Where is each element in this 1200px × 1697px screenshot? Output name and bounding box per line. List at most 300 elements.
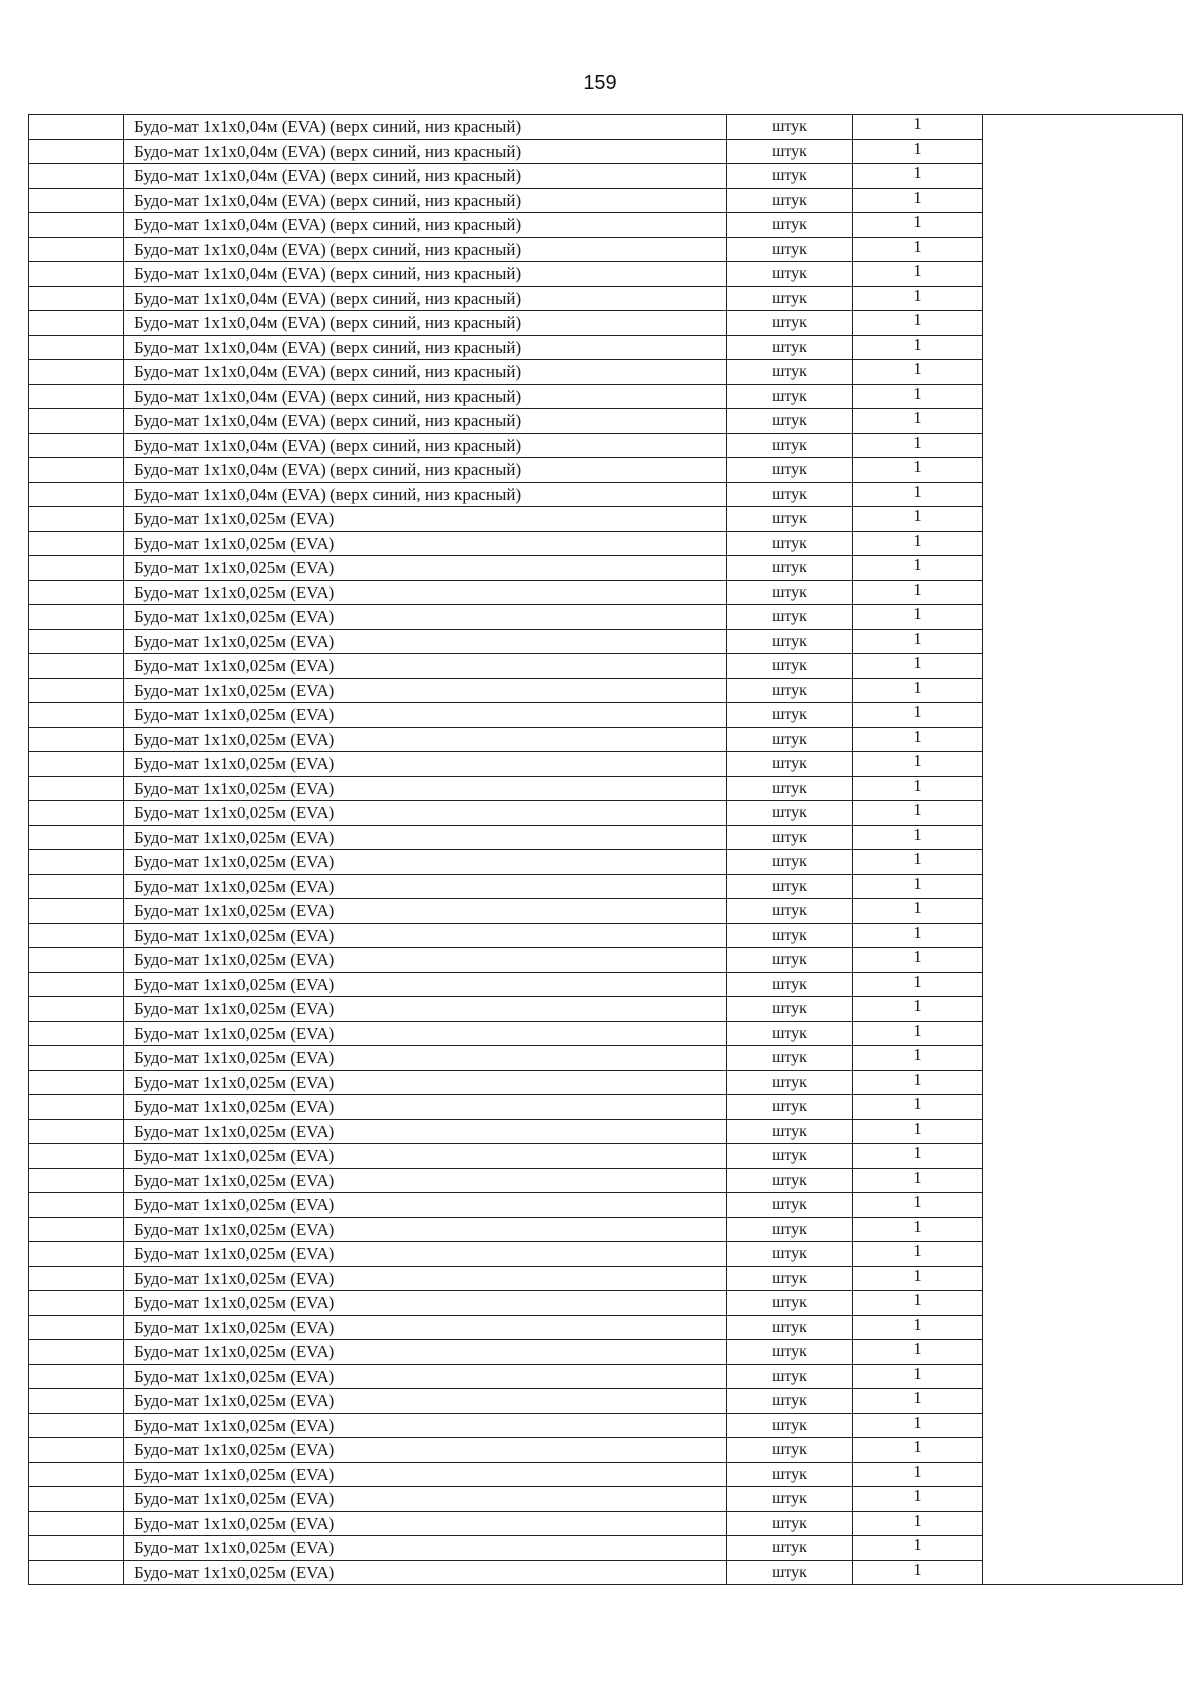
table-row: [29, 237, 1183, 262]
table-row: [29, 409, 1183, 434]
unit-cell: штук: [727, 1095, 853, 1120]
notes-cell: [983, 899, 1183, 924]
unit-cell: штук: [727, 1217, 853, 1242]
item-name-cell: Будо-мат 1х1х0,025м (EVA): [124, 1560, 727, 1585]
quantity-cell: 1: [853, 1190, 983, 1215]
index-cell: [29, 972, 124, 997]
quantity-cell: 1: [853, 1214, 983, 1239]
unit-cell: штук: [727, 629, 853, 654]
notes-cell: [983, 850, 1183, 875]
item-name-cell: Будо-мат 1х1х0,025м (EVA): [124, 531, 727, 556]
table-row: [29, 776, 1183, 801]
item-name-cell: Будо-мат 1х1х0,025м (EVA): [124, 1266, 727, 1291]
item-name-cell: Будо-мат 1х1х0,04м (EVA) (верх синий, низ красный): [124, 164, 727, 189]
table-row: [29, 1168, 1183, 1193]
unit-cell: штук: [727, 776, 853, 801]
unit-cell: штук: [727, 384, 853, 409]
item-name-cell: Будо-мат 1х1х0,025м (EVA): [124, 1193, 727, 1218]
notes-cell: [983, 1462, 1183, 1487]
table-row: [29, 482, 1183, 507]
quantity-cell: 1: [853, 1263, 983, 1288]
table-row: [29, 752, 1183, 777]
index-cell: [29, 1487, 124, 1512]
index-cell: [29, 678, 124, 703]
quantity-cell: 1: [853, 626, 983, 651]
quantity-cell: 1: [853, 1533, 983, 1558]
table-row: [29, 703, 1183, 728]
notes-cell: [983, 1511, 1183, 1536]
index-cell: [29, 458, 124, 483]
quantity-cell: 1: [853, 920, 983, 945]
notes-cell: [983, 972, 1183, 997]
quantity-cell: 1: [853, 700, 983, 725]
quantity-cell: 1: [853, 1141, 983, 1166]
table-row: [29, 1413, 1183, 1438]
table-row: [29, 1536, 1183, 1561]
item-name-cell: Будо-мат 1х1х0,04м (EVA) (верх синий, низ красный): [124, 237, 727, 262]
index-cell: [29, 605, 124, 630]
notes-cell: [983, 262, 1183, 287]
table-row: [29, 1046, 1183, 1071]
index-cell: [29, 384, 124, 409]
item-name-cell: Будо-мат 1х1х0,025м (EVA): [124, 923, 727, 948]
quantity-cell: 1: [853, 234, 983, 259]
index-cell: [29, 531, 124, 556]
notes-cell: [983, 1413, 1183, 1438]
unit-cell: штук: [727, 213, 853, 238]
quantity-cell: 1: [853, 357, 983, 382]
notes-cell: [983, 1291, 1183, 1316]
item-name-cell: Будо-мат 1х1х0,04м (EVA) (верх синий, низ красный): [124, 286, 727, 311]
item-name-cell: Будо-мат 1х1х0,025м (EVA): [124, 1119, 727, 1144]
notes-cell: [983, 997, 1183, 1022]
unit-cell: штук: [727, 115, 853, 140]
quantity-cell: 1: [853, 1239, 983, 1264]
unit-cell: штук: [727, 139, 853, 164]
notes-cell: [983, 752, 1183, 777]
unit-cell: штук: [727, 1364, 853, 1389]
unit-cell: штук: [727, 1315, 853, 1340]
notes-cell: [983, 384, 1183, 409]
index-cell: [29, 1193, 124, 1218]
index-cell: [29, 1560, 124, 1585]
index-cell: [29, 1217, 124, 1242]
index-cell: [29, 433, 124, 458]
item-name-cell: Будо-мат 1х1х0,025м (EVA): [124, 1364, 727, 1389]
item-name-cell: Будо-мат 1х1х0,025м (EVA): [124, 1487, 727, 1512]
quantity-cell: 1: [853, 479, 983, 504]
unit-cell: штук: [727, 654, 853, 679]
index-cell: [29, 899, 124, 924]
quantity-cell: 1: [853, 161, 983, 186]
index-cell: [29, 654, 124, 679]
notes-cell: [983, 825, 1183, 850]
index-cell: [29, 1462, 124, 1487]
unit-cell: штук: [727, 482, 853, 507]
index-cell: [29, 482, 124, 507]
index-cell: [29, 1536, 124, 1561]
item-name-cell: Будо-мат 1х1х0,025м (EVA): [124, 727, 727, 752]
index-cell: [29, 213, 124, 238]
index-cell: [29, 1511, 124, 1536]
table-row: [29, 531, 1183, 556]
notes-cell: [983, 311, 1183, 336]
notes-cell: [983, 458, 1183, 483]
item-name-cell: Будо-мат 1х1х0,025м (EVA): [124, 1021, 727, 1046]
quantity-cell: 1: [853, 675, 983, 700]
unit-cell: штук: [727, 1046, 853, 1071]
unit-cell: штук: [727, 1242, 853, 1267]
quantity-cell: 1: [853, 406, 983, 431]
index-cell: [29, 1389, 124, 1414]
unit-cell: штук: [727, 948, 853, 973]
page-number: 159: [583, 72, 617, 94]
quantity-cell: 1: [853, 798, 983, 823]
quantity-cell: 1: [853, 112, 983, 137]
unit-cell: штук: [727, 1511, 853, 1536]
index-cell: [29, 1315, 124, 1340]
unit-cell: штук: [727, 458, 853, 483]
index-cell: [29, 850, 124, 875]
unit-cell: штук: [727, 262, 853, 287]
unit-cell: штук: [727, 1266, 853, 1291]
table-row: [29, 948, 1183, 973]
index-cell: [29, 752, 124, 777]
item-name-cell: Будо-мат 1х1х0,025м (EVA): [124, 1242, 727, 1267]
index-cell: [29, 115, 124, 140]
quantity-cell: 1: [853, 1410, 983, 1435]
table-row: [29, 335, 1183, 360]
unit-cell: штук: [727, 801, 853, 826]
notes-cell: [983, 1046, 1183, 1071]
index-cell: [29, 948, 124, 973]
item-name-cell: Будо-мат 1х1х0,025м (EVA): [124, 1217, 727, 1242]
table-row: [29, 1462, 1183, 1487]
notes-cell: [983, 654, 1183, 679]
table-row: [29, 972, 1183, 997]
quantity-cell: 1: [853, 1018, 983, 1043]
quantity-cell: 1: [853, 528, 983, 553]
quantity-cell: 1: [853, 651, 983, 676]
equipment-table: [28, 114, 1183, 1585]
quantity-cell: 1: [853, 553, 983, 578]
quantity-cell: 1: [853, 455, 983, 480]
notes-cell: [983, 213, 1183, 238]
quantity-cell: 1: [853, 308, 983, 333]
notes-cell: [983, 286, 1183, 311]
notes-cell: [983, 801, 1183, 826]
quantity-cell: 1: [853, 773, 983, 798]
unit-cell: штук: [727, 1119, 853, 1144]
notes-cell: [983, 139, 1183, 164]
item-name-cell: Будо-мат 1х1х0,025м (EVA): [124, 801, 727, 826]
index-cell: [29, 1070, 124, 1095]
index-cell: [29, 997, 124, 1022]
index-cell: [29, 923, 124, 948]
notes-cell: [983, 1560, 1183, 1585]
notes-cell: [983, 1119, 1183, 1144]
index-cell: [29, 335, 124, 360]
index-cell: [29, 1364, 124, 1389]
table-row: [29, 997, 1183, 1022]
unit-cell: штук: [727, 556, 853, 581]
item-name-cell: Будо-мат 1х1х0,04м (EVA) (верх синий, низ красный): [124, 311, 727, 336]
index-cell: [29, 1095, 124, 1120]
index-cell: [29, 164, 124, 189]
notes-cell: [983, 1217, 1183, 1242]
index-cell: [29, 1291, 124, 1316]
notes-cell: [983, 1144, 1183, 1169]
table-row: [29, 1560, 1183, 1585]
item-name-cell: Будо-мат 1х1х0,025м (EVA): [124, 1070, 727, 1095]
unit-cell: штук: [727, 1193, 853, 1218]
item-name-cell: Будо-мат 1х1х0,04м (EVA) (верх синий, низ красный): [124, 335, 727, 360]
table-body: [29, 115, 1183, 1585]
unit-cell: штук: [727, 286, 853, 311]
table-row: [29, 1021, 1183, 1046]
notes-cell: [983, 605, 1183, 630]
unit-cell: штук: [727, 1462, 853, 1487]
quantity-cell: 1: [853, 1361, 983, 1386]
unit-cell: штук: [727, 335, 853, 360]
unit-cell: штук: [727, 972, 853, 997]
unit-cell: штук: [727, 1340, 853, 1365]
index-cell: [29, 1266, 124, 1291]
item-name-cell: Будо-мат 1х1х0,04м (EVA) (верх синий, низ красный): [124, 188, 727, 213]
item-name-cell: Будо-мат 1х1х0,04м (EVA) (верх синий, низ красный): [124, 139, 727, 164]
index-cell: [29, 188, 124, 213]
table-row: [29, 1217, 1183, 1242]
notes-cell: [983, 556, 1183, 581]
quantity-cell: 1: [853, 430, 983, 455]
unit-cell: штук: [727, 1070, 853, 1095]
table-row: [29, 629, 1183, 654]
unit-cell: штук: [727, 1438, 853, 1463]
unit-cell: штук: [727, 874, 853, 899]
table-row: [29, 1315, 1183, 1340]
notes-cell: [983, 188, 1183, 213]
unit-cell: штук: [727, 360, 853, 385]
item-name-cell: Будо-мат 1х1х0,025м (EVA): [124, 1438, 727, 1463]
unit-cell: штук: [727, 1560, 853, 1585]
quantity-cell: 1: [853, 136, 983, 161]
unit-cell: штук: [727, 1021, 853, 1046]
notes-cell: [983, 164, 1183, 189]
index-cell: [29, 703, 124, 728]
notes-cell: [983, 237, 1183, 262]
table-row: [29, 899, 1183, 924]
item-name-cell: Будо-мат 1х1х0,025м (EVA): [124, 1291, 727, 1316]
quantity-cell: 1: [853, 1092, 983, 1117]
notes-cell: [983, 948, 1183, 973]
table-row: [29, 1389, 1183, 1414]
notes-cell: [983, 1070, 1183, 1095]
index-cell: [29, 1046, 124, 1071]
notes-cell: [983, 335, 1183, 360]
index-cell: [29, 1119, 124, 1144]
table-row: [29, 384, 1183, 409]
item-name-cell: Будо-мат 1х1х0,025м (EVA): [124, 1095, 727, 1120]
unit-cell: штук: [727, 1536, 853, 1561]
table-row: [29, 1095, 1183, 1120]
index-cell: [29, 1340, 124, 1365]
index-cell: [29, 360, 124, 385]
notes-cell: [983, 1168, 1183, 1193]
index-cell: [29, 629, 124, 654]
notes-cell: [983, 360, 1183, 385]
unit-cell: штук: [727, 164, 853, 189]
table-row: [29, 1291, 1183, 1316]
table-row: [29, 286, 1183, 311]
table-row: [29, 213, 1183, 238]
table-row: [29, 1340, 1183, 1365]
quantity-cell: 1: [853, 896, 983, 921]
unit-cell: штук: [727, 433, 853, 458]
table-row: [29, 1193, 1183, 1218]
notes-cell: [983, 776, 1183, 801]
unit-cell: штук: [727, 678, 853, 703]
item-name-cell: Будо-мат 1х1х0,025м (EVA): [124, 580, 727, 605]
index-cell: [29, 556, 124, 581]
item-name-cell: Будо-мат 1х1х0,025м (EVA): [124, 752, 727, 777]
quantity-cell: 1: [853, 602, 983, 627]
item-name-cell: Будо-мат 1х1х0,04м (EVA) (верх синий, низ красный): [124, 482, 727, 507]
table-row: [29, 262, 1183, 287]
unit-cell: штук: [727, 899, 853, 924]
item-name-cell: Будо-мат 1х1х0,04м (EVA) (верх синий, низ красный): [124, 115, 727, 140]
item-name-cell: Будо-мат 1х1х0,025м (EVA): [124, 776, 727, 801]
unit-cell: штук: [727, 825, 853, 850]
notes-cell: [983, 1095, 1183, 1120]
index-cell: [29, 1021, 124, 1046]
notes-cell: [983, 1242, 1183, 1267]
unit-cell: штук: [727, 1291, 853, 1316]
quantity-cell: 1: [853, 332, 983, 357]
index-cell: [29, 1438, 124, 1463]
index-cell: [29, 237, 124, 262]
index-cell: [29, 874, 124, 899]
index-cell: [29, 776, 124, 801]
unit-cell: штук: [727, 703, 853, 728]
quantity-cell: 1: [853, 577, 983, 602]
quantity-cell: 1: [853, 969, 983, 994]
table-row: [29, 801, 1183, 826]
quantity-cell: 1: [853, 1508, 983, 1533]
quantity-cell: 1: [853, 1386, 983, 1411]
unit-cell: штук: [727, 237, 853, 262]
notes-cell: [983, 1266, 1183, 1291]
table-row: [29, 1119, 1183, 1144]
notes-cell: [983, 1315, 1183, 1340]
unit-cell: штук: [727, 311, 853, 336]
item-name-cell: Будо-мат 1х1х0,04м (EVA) (верх синий, низ красный): [124, 213, 727, 238]
table-row: [29, 727, 1183, 752]
index-cell: [29, 825, 124, 850]
index-cell: [29, 507, 124, 532]
item-name-cell: Будо-мат 1х1х0,025м (EVA): [124, 1536, 727, 1561]
notes-cell: [983, 1389, 1183, 1414]
quantity-cell: 1: [853, 504, 983, 529]
unit-cell: штук: [727, 1144, 853, 1169]
quantity-cell: 1: [853, 1557, 983, 1582]
item-name-cell: Будо-мат 1х1х0,025м (EVA): [124, 1168, 727, 1193]
item-name-cell: Будо-мат 1х1х0,04м (EVA) (верх синий, низ красный): [124, 458, 727, 483]
index-cell: [29, 1242, 124, 1267]
quantity-cell: 1: [853, 847, 983, 872]
table-row: [29, 654, 1183, 679]
unit-cell: штук: [727, 752, 853, 777]
notes-cell: [983, 1487, 1183, 1512]
item-name-cell: Будо-мат 1х1х0,025м (EVA): [124, 605, 727, 630]
unit-cell: штук: [727, 188, 853, 213]
index-cell: [29, 311, 124, 336]
quantity-cell: 1: [853, 1067, 983, 1092]
table-row: [29, 188, 1183, 213]
unit-cell: штук: [727, 605, 853, 630]
table-row: [29, 139, 1183, 164]
unit-cell: штук: [727, 531, 853, 556]
quantity-cell: 1: [853, 1435, 983, 1460]
notes-cell: [983, 923, 1183, 948]
notes-cell: [983, 433, 1183, 458]
unit-cell: штук: [727, 507, 853, 532]
item-name-cell: Будо-мат 1х1х0,025м (EVA): [124, 654, 727, 679]
index-cell: [29, 1144, 124, 1169]
notes-cell: [983, 507, 1183, 532]
table-row: [29, 1511, 1183, 1536]
table-row: [29, 850, 1183, 875]
table-row: [29, 433, 1183, 458]
table-row: [29, 605, 1183, 630]
notes-cell: [983, 678, 1183, 703]
notes-cell: [983, 1536, 1183, 1561]
quantity-cell: 1: [853, 1337, 983, 1362]
table-row: [29, 874, 1183, 899]
table-row: [29, 1364, 1183, 1389]
table-row: [29, 1487, 1183, 1512]
unit-cell: штук: [727, 1487, 853, 1512]
index-cell: [29, 1413, 124, 1438]
item-name-cell: Будо-мат 1х1х0,025м (EVA): [124, 1144, 727, 1169]
item-name-cell: Будо-мат 1х1х0,025м (EVA): [124, 899, 727, 924]
item-name-cell: Будо-мат 1х1х0,025м (EVA): [124, 1511, 727, 1536]
index-cell: [29, 262, 124, 287]
unit-cell: штук: [727, 580, 853, 605]
notes-cell: [983, 482, 1183, 507]
item-name-cell: Будо-мат 1х1х0,025м (EVA): [124, 997, 727, 1022]
item-name-cell: Будо-мат 1х1х0,025м (EVA): [124, 703, 727, 728]
quantity-cell: 1: [853, 994, 983, 1019]
table-row: [29, 164, 1183, 189]
index-cell: [29, 286, 124, 311]
quantity-cell: 1: [853, 822, 983, 847]
item-name-cell: Будо-мат 1х1х0,025м (EVA): [124, 629, 727, 654]
unit-cell: штук: [727, 1168, 853, 1193]
notes-cell: [983, 531, 1183, 556]
item-name-cell: Будо-мат 1х1х0,025м (EVA): [124, 507, 727, 532]
table-row: [29, 1438, 1183, 1463]
unit-cell: штук: [727, 727, 853, 752]
item-name-cell: Будо-мат 1х1х0,025м (EVA): [124, 1340, 727, 1365]
index-cell: [29, 1168, 124, 1193]
quantity-cell: 1: [853, 871, 983, 896]
table-row: [29, 360, 1183, 385]
table-row: [29, 923, 1183, 948]
item-name-cell: Будо-мат 1х1х0,025м (EVA): [124, 678, 727, 703]
table-row: [29, 1266, 1183, 1291]
item-name-cell: Будо-мат 1х1х0,025м (EVA): [124, 1462, 727, 1487]
table-row: [29, 1242, 1183, 1267]
